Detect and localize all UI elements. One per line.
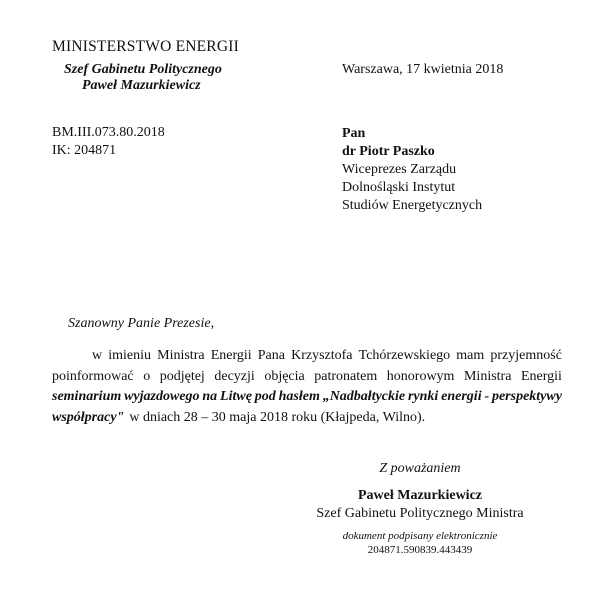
body-word: decyzji <box>214 368 255 384</box>
event-title-end: współpracy" <box>52 409 125 425</box>
body-word: Energii <box>520 368 562 384</box>
body-word: wyjazdowego <box>124 389 200 404</box>
body-word: Pana <box>257 348 285 363</box>
body-word: pod <box>254 389 276 404</box>
recipient-name: dr Piotr Paszko <box>342 144 435 159</box>
body-line-2 <box>52 367 562 388</box>
body-word: w <box>92 348 103 363</box>
e-signature-note: dokument podpisany elektronicznie <box>342 530 498 542</box>
body-word: przyjemność <box>490 348 562 363</box>
body-word: Ministra <box>157 348 205 363</box>
body-word: Tchórzewskiego <box>358 348 451 363</box>
recipient-institution-line-1: Dolnośląski Instytut <box>342 180 456 195</box>
ik-number: IK: 204871 <box>52 143 117 158</box>
body-word: Ministra <box>463 368 512 384</box>
body-line-4 <box>52 408 562 429</box>
body-word: o <box>143 368 151 384</box>
body-word: podjętej <box>159 368 205 384</box>
body-line-1 <box>52 346 562 367</box>
body-word: Energii <box>210 348 252 363</box>
body-word: na <box>202 389 218 404</box>
body-line-3 <box>52 387 562 408</box>
body-word: hasłem <box>278 389 320 404</box>
letter-date: Warszawa, 17 kwietnia 2018 <box>342 62 504 77</box>
case-number: BM.III.073.80.2018 <box>52 125 165 140</box>
body-word: Krzysztofa <box>291 348 353 363</box>
closing-regards: Z poważaniem <box>379 461 461 476</box>
salutation: Szanowny Panie Prezesie, <box>68 316 215 331</box>
recipient-position: Wiceprezes Zarządu <box>342 162 457 177</box>
event-dates: w dniach 28 – 30 maja 2018 roku (Kłajpeda, Wilno). <box>129 409 426 425</box>
body-word: seminarium <box>52 389 122 404</box>
body-word: mam <box>456 348 485 363</box>
document-id: 204871.590839.443439 <box>367 544 473 556</box>
body-word: energii <box>441 389 482 404</box>
body-word: rynki <box>407 389 439 404</box>
body-word: honorowym <box>386 368 455 384</box>
recipient-title: Pan <box>342 126 366 141</box>
signature-block <box>300 460 540 557</box>
body-word: poinformować <box>52 368 134 384</box>
recipient-institution-line-2: Studiów Energetycznych <box>342 198 483 213</box>
body-word: Litwę <box>220 389 252 404</box>
ministry-name: MINISTERSTWO ENERGII <box>52 38 239 55</box>
body-word: patronatem <box>314 368 378 384</box>
letter-body <box>52 346 562 428</box>
body-word: „Nadbałtyckie <box>322 389 406 404</box>
office-title: Szef Gabinetu Politycznego <box>64 62 222 77</box>
recipient-block <box>342 125 482 215</box>
body-word: perspektywy <box>491 389 562 404</box>
body-word: imieniu <box>108 348 152 363</box>
author-name: Paweł Mazurkiewicz <box>82 78 201 93</box>
body-word: - <box>484 389 490 404</box>
signatory-title: Szef Gabinetu Politycznego Ministra <box>316 506 524 521</box>
body-word: objęcia <box>264 368 305 384</box>
signatory-name: Paweł Mazurkiewicz <box>357 488 482 503</box>
